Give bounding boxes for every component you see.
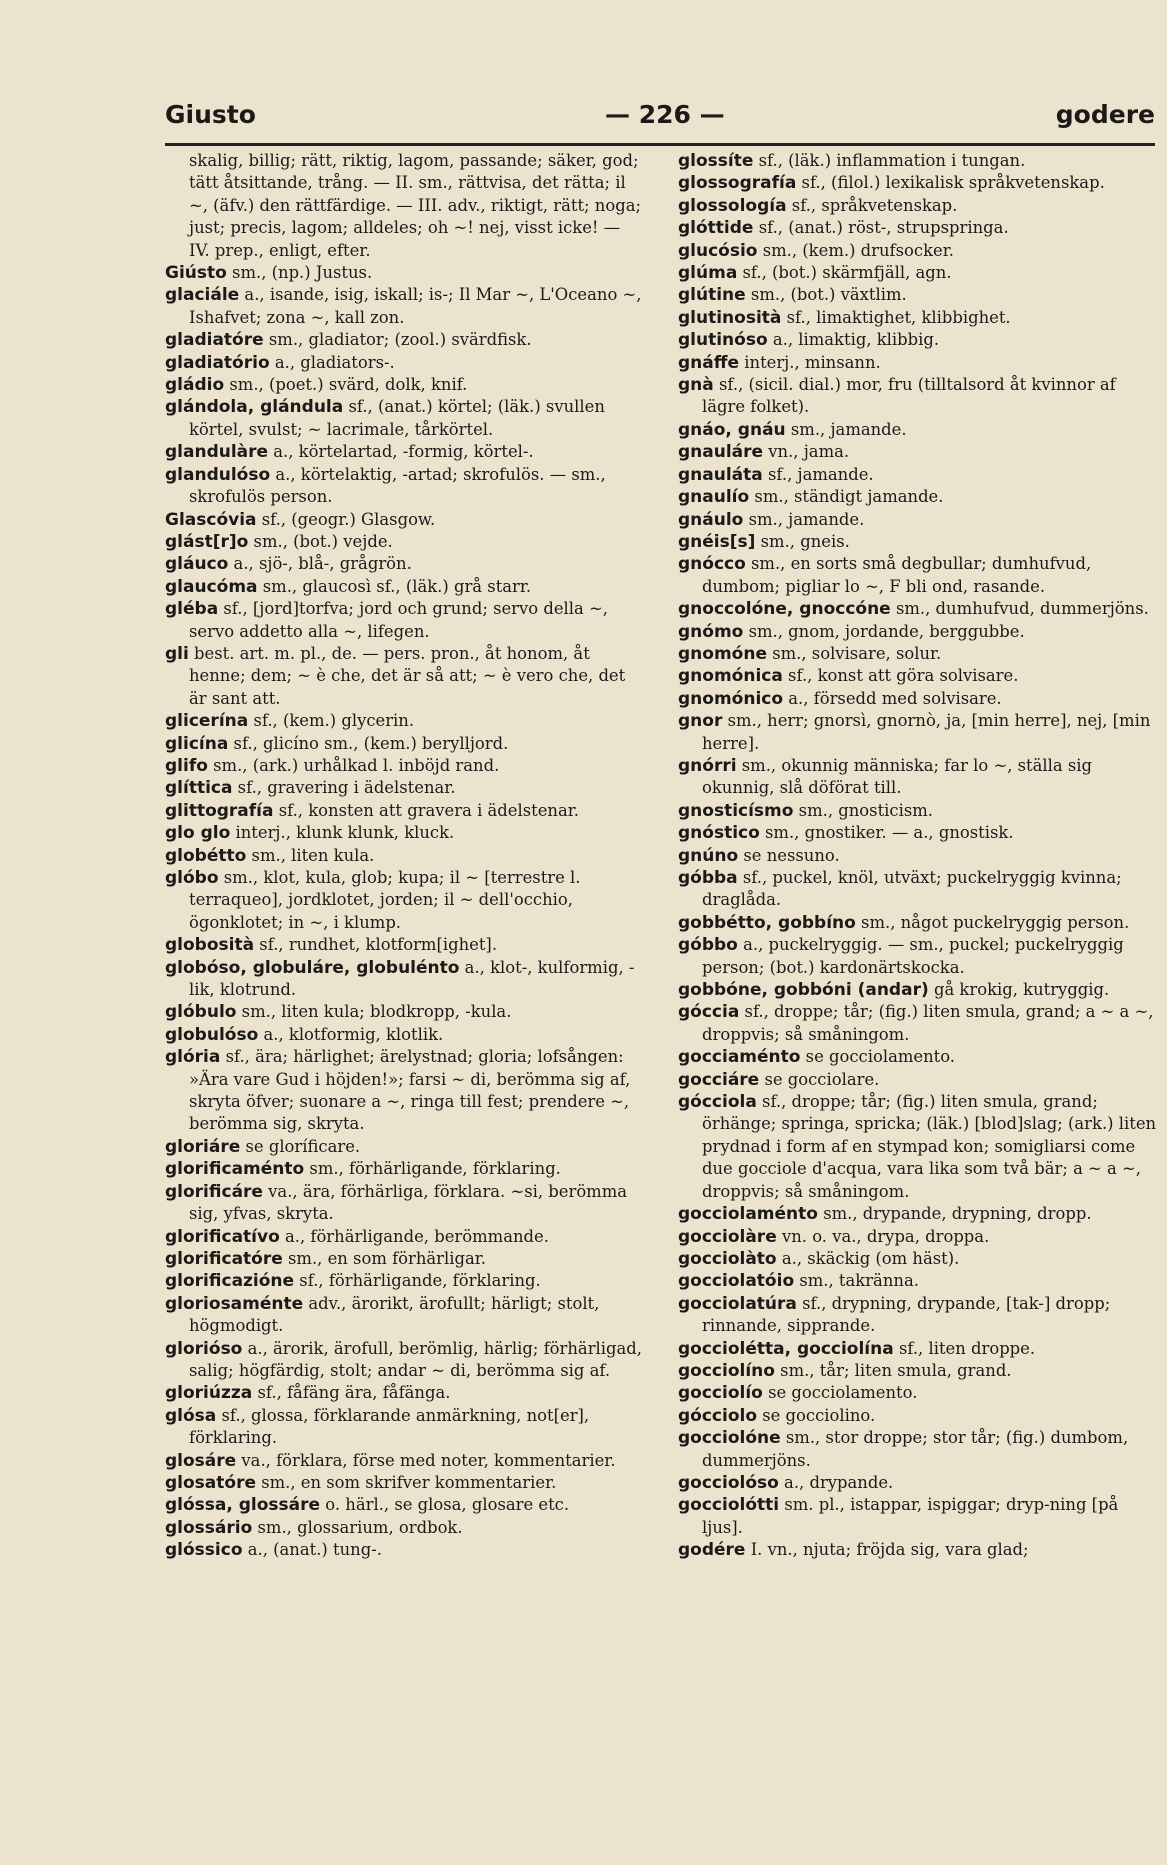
entry-headword: góccia	[678, 1002, 740, 1023]
dictionary-entry	[678, 934, 1158, 979]
dictionary-entry	[165, 598, 645, 643]
entry-definition: sf., glicíno sm., (kem.) berylljord.	[233, 733, 509, 753]
dictionary-entry	[678, 643, 1158, 665]
entry-definition: sf., (filol.) lexikalisk språkvetenskap.	[801, 173, 1105, 193]
dictionary-entry	[165, 1338, 645, 1383]
dictionary-entry	[165, 1405, 645, 1450]
entry-headword: glicerína	[165, 711, 249, 732]
dictionary-entry	[678, 845, 1158, 867]
dictionary-entry	[165, 441, 645, 463]
dictionary-entry	[678, 800, 1158, 822]
dictionary-entry	[165, 396, 645, 441]
entry-headword: glossología	[678, 195, 787, 216]
dictionary-entry	[165, 1248, 645, 1270]
entry-headword: glosáre	[165, 1450, 237, 1471]
dictionary-entry	[678, 419, 1158, 441]
dictionary-entry	[678, 150, 1158, 172]
entry-headword: glándola, glándula	[165, 397, 344, 418]
entry-headword: gloriosaménte	[165, 1293, 304, 1314]
dictionary-entry	[165, 1001, 645, 1023]
entry-headword: glorificatóre	[165, 1248, 283, 1269]
dictionary-entry	[678, 1360, 1158, 1382]
dictionary-entry	[165, 710, 645, 732]
dictionary-entry	[678, 1091, 1158, 1203]
entry-headword: gladiatóre	[165, 330, 264, 351]
entry-definition: a., isande, isig, iskall; is-; Il Mar ~, L'Oceano ~, Ishafvet; zona ~, kall zon.	[189, 285, 642, 327]
entry-definition: sm., en sorts små degbullar; dumhufvud, dumbom; pigliar lo ~, F bli ond, rasande.	[702, 554, 1092, 596]
entry-headword: gnor	[678, 711, 723, 732]
entry-definition: sf., rundhet, klotform[ighet].	[259, 935, 498, 955]
dictionary-entry	[678, 710, 1158, 755]
entry-definition: sf., droppe; tår; (fig.) liten smula, grand; örhänge; springa, spricka; (läk.) [blod]slag; (ark.) liten prydnad i form af en stympad kon; somigliarsi come due gocciole d'acqua, vara lika som två bär; a ~ a ~, droppvis; så småningom.	[702, 1092, 1157, 1201]
dictionary-entry	[165, 1382, 645, 1404]
dictionary-entry	[678, 1494, 1158, 1539]
entry-headword: glucósio	[678, 240, 758, 261]
entry-definition: sm., något puckelryggig person.	[861, 912, 1130, 932]
dictionary-entry	[165, 150, 645, 262]
entry-definition: skalig, billig; rätt, riktig, lagom, passande; säker, god; tätt åtsittande, trång. — II. sm., rättvisa, det rätta; il ~, (äfv.) den rättfärdige. — III. adv., riktigt, rätt; noga; just; precis, lagom; alldeles; oh ~! nej, visst icke! — IV. prep., enligt, efter.	[189, 151, 641, 260]
dictionary-entry	[678, 755, 1158, 800]
entry-definition: sm., glaucosì sf., (läk.) grå starr.	[262, 576, 532, 596]
dictionary-entry	[165, 822, 645, 844]
entry-headword: gnáo, gnáu	[678, 419, 786, 440]
entry-definition: a., limaktig, klibbig.	[772, 330, 940, 350]
entry-headword: glandulóso	[165, 464, 271, 485]
dictionary-entry	[678, 172, 1158, 194]
entry-headword: gnosticísmo	[678, 800, 794, 821]
entry-definition: se gocciolamento.	[768, 1383, 918, 1403]
left-column	[165, 150, 645, 1562]
dictionary-entry	[165, 1472, 645, 1494]
dictionary-entry	[165, 643, 645, 710]
dictionary-entry	[165, 1270, 645, 1292]
entry-definition: gå krokig, kutryggig.	[933, 980, 1110, 1000]
entry-headword: gocciolaménto	[678, 1204, 818, 1225]
entry-headword: gnórri	[678, 755, 737, 776]
entry-headword: góbbo	[678, 935, 738, 956]
dictionary-entry	[678, 1472, 1158, 1494]
entry-definition: sf., (läk.) inflammation i tungan.	[758, 151, 1026, 170]
entry-headword: gnéis[s]	[678, 531, 756, 552]
entry-headword: glorificaménto	[165, 1159, 305, 1180]
dictionary-entry	[165, 1226, 645, 1248]
entry-definition: sf., språkvetenskap.	[791, 195, 958, 215]
entry-definition: sm. pl., istappar, ispiggar; dryp-ning [på ljus].	[702, 1495, 1119, 1537]
dictionary-entry	[165, 1293, 645, 1338]
dictionary-entry	[165, 576, 645, 598]
entry-headword: gocciáre	[678, 1069, 760, 1090]
entry-headword: glóbulo	[165, 1002, 237, 1023]
dictionary-entry	[678, 822, 1158, 844]
entry-headword: glúma	[678, 263, 738, 284]
entry-definition: a., klot-, kulformig, -lik, klotrund.	[189, 957, 635, 1000]
entry-headword: glaucóma	[165, 576, 258, 597]
entry-definition: a., ärorik, ärofull, berömlig, härlig; förhärligad, salig; högfärdig, stolt; andar ~ di, berömma sig af.	[189, 1338, 642, 1380]
entry-headword: gócciola	[678, 1092, 757, 1113]
entry-definition: sf., (anat.) körtel; (läk.) svullen körtel, svulst; ~ lacrimale, tårkörtel.	[189, 397, 605, 439]
entry-headword: glorióso	[165, 1338, 243, 1359]
entry-definition: sf., liten droppe.	[898, 1338, 1036, 1358]
entry-headword: gocciaménto	[678, 1047, 801, 1068]
entry-headword: glaciále	[165, 285, 240, 306]
entry-definition: sf., limaktighet, klibbighet.	[786, 307, 1011, 327]
entry-headword: glosatóre	[165, 1472, 256, 1493]
dictionary-entry	[165, 1024, 645, 1046]
dictionary-entry	[165, 284, 645, 329]
entry-headword: glifo	[165, 755, 208, 776]
entry-definition: interj., minsann.	[744, 352, 881, 372]
entry-definition: best. art. m. pl., de. — pers. pron., åt honom, åt henne; dem; ~ è che, det är så att; ~ è vero che, det är sant att.	[189, 643, 626, 708]
entry-headword: gócciolo	[678, 1405, 758, 1426]
entry-headword: godére	[678, 1540, 746, 1561]
entry-headword: glicína	[165, 733, 229, 754]
dictionary-entry	[165, 509, 645, 531]
entry-definition: sm., gneis.	[760, 531, 850, 551]
dictionary-entry	[165, 1158, 645, 1180]
entry-headword: globétto	[165, 845, 247, 866]
dictionary-entry	[165, 1136, 645, 1158]
entry-definition: sf., gravering i ädelstenar.	[237, 778, 456, 798]
entry-definition: sm., klot, kula, glob; kupa; il ~ [terrestre l. terraqueo], jordklotet, jorden; il ~ dell'occhio, ögonklotet; in ~, i klump.	[189, 868, 581, 932]
dictionary-entry	[165, 374, 645, 396]
entry-definition: a., (anat.) tung-.	[247, 1540, 382, 1560]
dictionary-entry	[165, 800, 645, 822]
entry-headword: globosità	[165, 935, 255, 956]
entry-headword: Glascóvia	[165, 509, 257, 530]
entry-headword: gli	[165, 643, 189, 664]
entry-definition: a., gladiators-.	[274, 352, 395, 372]
page-number: — 226 —	[605, 100, 725, 129]
entry-headword: glósa	[165, 1405, 217, 1426]
dictionary-entry	[678, 912, 1158, 934]
dictionary-entry	[678, 1338, 1158, 1360]
entry-headword: gloriúzza	[165, 1383, 253, 1404]
entry-definition: sf., puckel, knöl, utväxt; puckelryggig kvinna; draglåda.	[702, 868, 1122, 910]
entry-definition: sm., glossarium, ordbok.	[257, 1517, 463, 1537]
dictionary-entry	[678, 1293, 1158, 1338]
entry-headword: globóso, globuláre, globulénto	[165, 957, 460, 978]
entry-headword: gnauláre	[678, 442, 764, 463]
entry-headword: gnáulo	[678, 509, 744, 530]
dictionary-entry	[678, 1001, 1158, 1046]
entry-definition: sm., stor droppe; stor tår; (fig.) dumbom, dummerjöns.	[702, 1428, 1129, 1470]
entry-definition: sf., konsten att gravera i ädelstenar.	[278, 800, 580, 820]
dictionary-entry	[678, 352, 1158, 374]
dictionary-entry	[678, 1046, 1158, 1068]
entry-definition: sf., [jord]torfva; jord och grund; servo della ~, servo addetto alla ~, lifegen.	[189, 599, 608, 641]
dictionary-entry	[678, 464, 1158, 486]
dictionary-entry	[678, 217, 1158, 239]
dictionary-entry	[678, 195, 1158, 217]
entry-definition: a., förhärligande, berömmande.	[284, 1226, 549, 1246]
entry-definition: sm., jamande.	[790, 419, 907, 439]
entry-headword: Giústo	[165, 263, 227, 284]
entry-headword: gládio	[165, 375, 225, 396]
entry-headword: gocciolétta, gocciolína	[678, 1338, 894, 1359]
entry-definition: se gocciolare.	[764, 1069, 880, 1089]
dictionary-entry	[678, 1427, 1158, 1472]
entry-headword: glória	[165, 1047, 221, 1068]
dictionary-entry	[678, 1539, 1158, 1561]
entry-definition: sf., (anat.) röst-, strupspringa.	[758, 218, 1009, 238]
entry-definition: sm., (poet.) svärd, dolk, knif.	[229, 375, 468, 395]
entry-headword: gnomónico	[678, 688, 784, 709]
dictionary-entry	[165, 1494, 645, 1516]
entry-headword: gnomónica	[678, 666, 783, 687]
dictionary-entry	[678, 307, 1158, 329]
dictionary-entry	[165, 845, 645, 867]
entry-definition: a., klotformig, klotlik.	[263, 1024, 444, 1044]
entry-headword: glandulàre	[165, 442, 269, 463]
entry-headword: gobbétto, gobbíno	[678, 912, 856, 933]
entry-definition: a., drypande.	[784, 1472, 894, 1492]
dictionary-entry	[678, 979, 1158, 1001]
dictionary-entry	[678, 1248, 1158, 1270]
entry-headword: gocciolíno	[678, 1360, 775, 1381]
right-column	[678, 150, 1158, 1562]
entry-headword: gnáffe	[678, 352, 740, 373]
entry-headword: gloriáre	[165, 1136, 241, 1157]
entry-definition: va., förklara, förse med noter, kommentarier.	[241, 1450, 616, 1470]
entry-definition: sf., konst att göra solvisare.	[788, 666, 1019, 686]
entry-definition: sf., jamande.	[767, 464, 874, 484]
entry-definition: sm., solvisare, solur.	[772, 643, 942, 663]
entry-definition: sm., gnostiker. — a., gnostisk.	[765, 823, 1014, 843]
entry-headword: glást[r]o	[165, 531, 249, 552]
entry-definition: a., sjö-, blå-, grågrön.	[233, 554, 412, 574]
entry-definition: sm., gnom, jordande, berggubbe.	[748, 621, 1025, 641]
dictionary-entry	[678, 441, 1158, 463]
entry-definition: sm., liten kula; blodkropp, -kula.	[241, 1002, 512, 1022]
entry-headword: gocciolatóio	[678, 1271, 795, 1292]
entry-headword: glossário	[165, 1517, 253, 1538]
dictionary-entry	[165, 1517, 645, 1539]
dictionary-entry	[678, 553, 1158, 598]
entry-definition: sm., herr; gnorsì, gnornò, ja, [min herre], nej, [min herre].	[702, 711, 1151, 753]
entry-definition: se gocciolino.	[762, 1405, 876, 1425]
entry-definition: o. härl., se glosa, glosare etc.	[325, 1495, 570, 1515]
entry-headword: gláuco	[165, 554, 229, 575]
entry-headword: glossografía	[678, 173, 797, 194]
entry-definition: sf., glossa, förklarande anmärkning, not[er], förklaring.	[189, 1405, 590, 1448]
entry-headword: gocciolatúra	[678, 1293, 797, 1314]
entry-definition: sf., (sicil. dial.) mor, fru (tilltalsord åt kvinnor af lägre folket).	[702, 375, 1116, 417]
entry-definition: sm., dumhufvud, dummerjöns.	[895, 599, 1149, 619]
entry-headword: gnomóne	[678, 643, 767, 664]
dictionary-entry	[678, 329, 1158, 351]
dictionary-entry	[678, 374, 1158, 419]
dictionary-entry	[678, 688, 1158, 710]
dictionary-entry	[165, 733, 645, 755]
entry-definition: va., ära, förhärliga, förklara. ~si, berömma sig, yfvas, skryta.	[189, 1181, 628, 1224]
entry-definition: sm., jamande.	[748, 509, 865, 529]
entry-headword: glóbo	[165, 868, 219, 888]
entry-headword: glóssico	[165, 1540, 243, 1561]
entry-headword: glossíte	[678, 151, 754, 171]
entry-headword: góbba	[678, 868, 738, 888]
entry-definition: sm., (bot.) växtlim.	[750, 285, 907, 305]
dictionary-entry	[165, 934, 645, 956]
dictionary-entry	[678, 262, 1158, 284]
entry-definition: se gloríficare.	[245, 1136, 361, 1156]
entry-definition: sm., (kem.) drufsocker.	[762, 240, 954, 260]
entry-headword: gnóstico	[678, 823, 760, 844]
entry-definition: sm., takränna.	[799, 1271, 919, 1291]
entry-definition: a., skäckig (om häst).	[781, 1248, 960, 1268]
entry-definition: sm., (ark.) urhålkad l. inböjd rand.	[213, 755, 500, 775]
entry-headword: glo glo	[165, 823, 231, 844]
dictionary-entry	[678, 1382, 1158, 1404]
entry-definition: vn., jama.	[768, 442, 850, 462]
dictionary-entry	[165, 553, 645, 575]
entry-definition: sm., en som förhärligar.	[287, 1248, 486, 1268]
dictionary-entry	[165, 1046, 645, 1136]
dictionary-entry	[165, 329, 645, 351]
entry-definition: sm., en som skrifver kommentarier.	[261, 1472, 557, 1492]
dictionary-entry	[678, 1226, 1158, 1248]
entry-definition: vn. o. va., drypa, droppa.	[781, 1226, 990, 1246]
dictionary-entry	[165, 1450, 645, 1472]
entry-headword: gobbóne, gobbóni (andar)	[678, 980, 929, 1001]
dictionary-entry	[165, 262, 645, 284]
entry-definition: sf., droppe; tår; (fig.) liten smula, grand; a ~ a ~, droppvis; så småningom.	[702, 1002, 1154, 1044]
entry-headword: glorificatívo	[165, 1226, 280, 1247]
dictionary-entry	[678, 486, 1158, 508]
entry-definition: sm., gladiator; (zool.) svärdfisk.	[268, 330, 532, 350]
dictionary-entry	[165, 957, 645, 1002]
dictionary-entry	[678, 598, 1158, 620]
entry-headword: globulóso	[165, 1024, 259, 1045]
entry-definition: sf., (kem.) glycerin.	[253, 711, 415, 731]
entry-definition: sf., (geogr.) Glasgow.	[261, 509, 436, 529]
entry-headword: gocciolótti	[678, 1495, 780, 1516]
dictionary-entry	[165, 867, 645, 934]
entry-definition: sm., förhärligande, förklaring.	[309, 1159, 561, 1179]
entry-definition: a., körtelaktig, -artad; skrofulös. — sm., skrofulös person.	[189, 464, 606, 507]
entry-headword: gocciolàto	[678, 1248, 777, 1269]
dictionary-entry	[165, 755, 645, 777]
dictionary-entry	[165, 1539, 645, 1561]
entry-definition: sm., gnosticism.	[798, 800, 933, 820]
dictionary-entry	[678, 1069, 1158, 1091]
dictionary-entry	[165, 1181, 645, 1226]
entry-definition: sm., (np.) Justus.	[232, 263, 373, 283]
entry-headword: glóttide	[678, 218, 754, 239]
entry-definition: sm., ständigt jamande.	[754, 487, 944, 507]
entry-headword: gocciolío	[678, 1383, 763, 1404]
dictionary-entry	[165, 777, 645, 799]
entry-headword: glorificáre	[165, 1181, 263, 1202]
entry-definition: sf., ära; härlighet; ärelystnad; gloria; lofsången: »Ära vare Gud i höjden!»; farsi ~ di, berömma sig af, skryta öfver; suonare a ~, ringa till fest; prendere ~, berömma sig, skryta.	[189, 1047, 631, 1134]
entry-headword: gléba	[165, 599, 219, 620]
entry-headword: glíttica	[165, 778, 233, 799]
entry-headword: gnómo	[678, 621, 744, 642]
entry-headword: gladiatório	[165, 352, 270, 373]
dictionary-entry	[678, 867, 1158, 912]
entry-definition: a., körtelartad, -formig, körtel-.	[273, 442, 534, 462]
entry-definition: sm., (bot.) vejde.	[253, 531, 393, 551]
entry-headword: glóssa, glossáre	[165, 1495, 321, 1516]
entry-definition: se nessuno.	[743, 845, 840, 865]
entry-headword: gnúno	[678, 845, 739, 866]
entry-definition: sf., (bot.) skärmfjäll, agn.	[742, 263, 952, 283]
entry-definition: sm., liten kula.	[251, 845, 375, 865]
dictionary-entry	[678, 1270, 1158, 1292]
dictionary-entry	[678, 621, 1158, 643]
entry-headword: gnaulío	[678, 487, 750, 508]
entry-headword: gocciolóso	[678, 1472, 779, 1493]
dictionary-entry	[678, 1203, 1158, 1225]
entry-definition: sf., fåfäng ära, fåfänga.	[257, 1383, 451, 1403]
entry-headword: glorificazióne	[165, 1271, 295, 1292]
entry-definition: adv., ärorikt, ärofullt; härligt; stolt, högmodigt.	[189, 1293, 600, 1336]
entry-headword: gnà	[678, 375, 714, 396]
entry-definition: a., försedd med solvisare.	[788, 688, 1002, 708]
dictionary-entry	[678, 1405, 1158, 1427]
dictionary-entry	[165, 464, 645, 509]
entry-definition: a., puckelryggig. — sm., puckel; puckelryggig person; (bot.) kardonärtskocka.	[702, 935, 1124, 977]
dictionary-entry	[165, 352, 645, 374]
entry-headword: gocciolàre	[678, 1226, 777, 1247]
page-header	[165, 100, 1155, 136]
entry-headword: glutinóso	[678, 330, 768, 351]
entry-definition: sf., förhärligande, förklaring.	[299, 1271, 541, 1291]
entry-headword: gocciolóne	[678, 1428, 781, 1449]
entry-definition: sm., drypande, drypning, dropp.	[823, 1204, 1092, 1224]
dictionary-entry	[678, 240, 1158, 262]
entry-definition: sf., drypning, drypande, [tak-] dropp; rinnande, sipprande.	[702, 1293, 1111, 1336]
dictionary-entry	[165, 531, 645, 553]
dictionary-entry	[678, 509, 1158, 531]
dictionary-entry	[678, 665, 1158, 687]
entry-definition: sm., tår; liten smula, grand.	[780, 1360, 1012, 1380]
dictionary-entry	[678, 531, 1158, 553]
header-rule	[165, 143, 1155, 146]
entry-definition: sm., okunnig människa; far lo ~, ställa sig okunnig, slå döförat till.	[702, 755, 1093, 798]
header-last-word: godere	[1055, 100, 1155, 129]
entry-headword: gnócco	[678, 554, 746, 575]
entry-definition: se gocciolamento.	[805, 1047, 956, 1067]
entry-headword: glittografía	[165, 800, 274, 821]
dictionary-entry	[678, 284, 1158, 306]
header-first-word: Giusto	[165, 100, 256, 129]
entry-headword: glutinosità	[678, 307, 782, 328]
entry-definition: I. vn., njuta; fröjda sig, vara glad;	[750, 1540, 1029, 1560]
entry-headword: gnauláta	[678, 464, 763, 485]
entry-headword: glútine	[678, 285, 746, 306]
entry-headword: gnoccolóne, gnoccóne	[678, 599, 891, 620]
entry-definition: interj., klunk klunk, kluck.	[235, 823, 455, 843]
